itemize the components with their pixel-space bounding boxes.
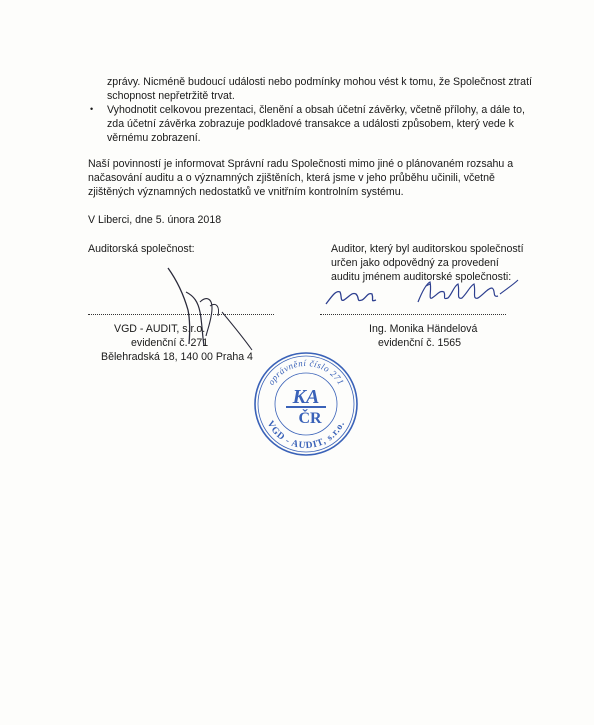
bullet1-line1: zprávy. Nicméně budoucí události nebo podmínky mohou vést k tomu, že Společnost ztratí [107, 76, 532, 88]
stamp-logo-top: KA [292, 386, 320, 408]
company-name: VGD - AUDIT, s.r.o. [114, 323, 206, 335]
left-heading: Auditorská společnost: [88, 243, 195, 255]
bullet2-line2: zda účetní závěrka zobrazuje podkladové transakce a události způsobem, který vede k [107, 118, 514, 130]
bullet1-line2: schopnost nepřetržitě trvat. [107, 90, 235, 102]
bullet2-line1: Vyhodnotit celkovou prezentaci, členění a obsah účetní závěrky, včetně přílohy, a dále to, [107, 104, 525, 116]
place-date: V Liberci, dne 5. února 2018 [88, 214, 222, 226]
paragraph-line2: načasování auditu a o významných zjištěních, která jsme v jeho průběhu učinili, včetně [88, 172, 495, 184]
auditor-reg: evidenční č. 1565 [378, 337, 462, 349]
auditor-name: Ing. Monika Händelová [369, 323, 478, 335]
right-heading-line3: auditu jménem auditorské společnosti: [331, 271, 512, 283]
stamp-bottom-text: VGD - AUDIT, s.r.o. [264, 419, 348, 452]
company-stamp [252, 350, 360, 458]
bullet2-line3: věrnému zobrazení. [107, 132, 201, 144]
company-reg: evidenční č. 271 [131, 337, 209, 349]
right-signature [322, 278, 522, 314]
stamp-top-text: oprávnění číslo 271 [265, 357, 347, 387]
bullet-marker: • [90, 104, 94, 114]
right-signature-line [320, 314, 506, 315]
paragraph-line3: zjištěných významných nedostatků ve vnitřním kontrolním systému. [88, 186, 404, 198]
right-heading-line2: určen jako odpovědný za provedení [331, 257, 499, 269]
stamp-logo-bottom: ČR [298, 410, 322, 427]
company-address: Bělehradská 18, 140 00 Praha 4 [101, 351, 253, 363]
paragraph-line1: Naší povinností je informovat Správní radu Společnosti mimo jiné o plánovaném rozsahu a [88, 158, 514, 170]
right-heading-line1: Auditor, který byl auditorskou společností [331, 243, 524, 255]
